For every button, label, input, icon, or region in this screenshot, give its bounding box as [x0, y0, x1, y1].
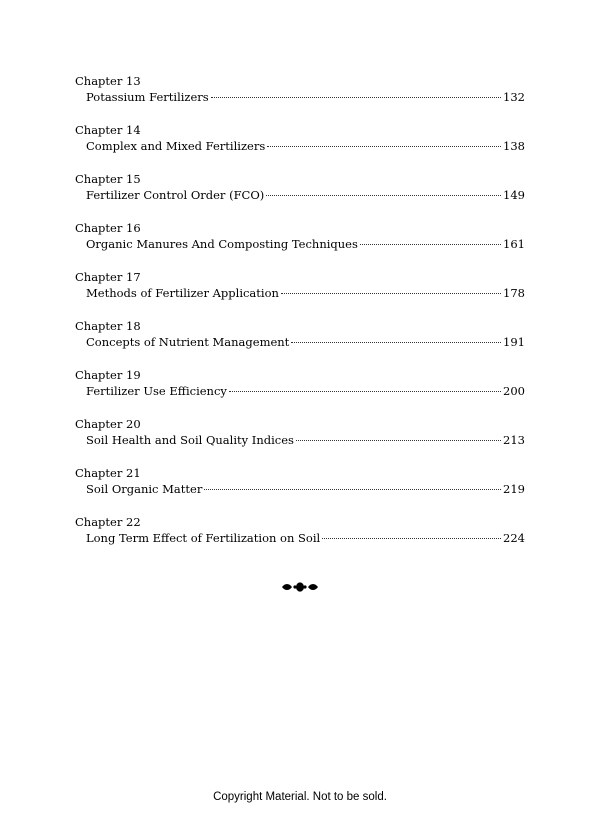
- chapter-title[interactable]: Long Term Effect of Fertilization on Soil: [86, 531, 321, 545]
- toc-entry[interactable]: [75, 73, 525, 122]
- toc-entry[interactable]: [75, 171, 525, 220]
- chapter-title[interactable]: Concepts of Nutrient Management: [86, 335, 290, 349]
- dot-leader: [211, 97, 501, 98]
- chapter-label: Chapter 20: [75, 417, 141, 431]
- page-number: 132: [503, 90, 525, 104]
- toc-line[interactable]: [75, 432, 525, 448]
- toc-line[interactable]: [75, 481, 525, 497]
- chapter-title[interactable]: Methods of Fertilizer Application: [86, 286, 279, 300]
- page-number: 213: [503, 433, 525, 447]
- page-number: 178: [503, 286, 525, 300]
- table-of-contents: [75, 73, 525, 563]
- dot-leader: [267, 146, 501, 147]
- chapter-label: Chapter 21: [75, 466, 141, 480]
- toc-entry[interactable]: [75, 514, 525, 563]
- chapter-label: Chapter 19: [75, 368, 141, 382]
- toc-entry[interactable]: [75, 367, 525, 416]
- chapter-title[interactable]: Potassium Fertilizers: [86, 90, 209, 104]
- toc-line[interactable]: [75, 285, 525, 301]
- toc-entry[interactable]: [75, 122, 525, 171]
- dot-leader: [322, 538, 501, 539]
- toc-line[interactable]: [75, 138, 525, 154]
- toc-line[interactable]: [75, 89, 525, 105]
- toc-entry[interactable]: [75, 269, 525, 318]
- page-number: 219: [503, 482, 525, 496]
- toc-entry[interactable]: [75, 220, 525, 269]
- toc-entry[interactable]: [75, 465, 525, 514]
- dot-leader: [229, 391, 501, 392]
- chapter-title[interactable]: Fertilizer Use Efficiency: [86, 384, 227, 398]
- page-number: 138: [503, 139, 525, 153]
- page-number: 200: [503, 384, 525, 398]
- toc-entry[interactable]: [75, 318, 525, 367]
- page-number: 224: [503, 531, 525, 545]
- toc-line[interactable]: [75, 530, 525, 546]
- dot-leader: [204, 489, 501, 490]
- copyright-footer: Copyright Material. Not to be sold.: [213, 791, 387, 803]
- chapter-title[interactable]: Soil Organic Matter: [86, 482, 203, 496]
- dot-leader: [266, 195, 501, 196]
- chapter-title[interactable]: Complex and Mixed Fertilizers: [86, 139, 266, 153]
- dot-leader: [296, 440, 501, 441]
- dot-leader: [281, 293, 501, 294]
- fleuron-divider-icon: [280, 580, 320, 594]
- page-number: 161: [503, 237, 525, 251]
- page-number: 191: [503, 335, 525, 349]
- toc-line[interactable]: [75, 383, 525, 399]
- toc-entry[interactable]: [75, 416, 525, 465]
- toc-line[interactable]: [75, 236, 525, 252]
- chapter-label: Chapter 13: [75, 74, 141, 88]
- page-number: 149: [503, 188, 525, 202]
- toc-line[interactable]: [75, 334, 525, 350]
- chapter-title[interactable]: Fertilizer Control Order (FCO): [86, 188, 265, 202]
- chapter-title[interactable]: Soil Health and Soil Quality Indices: [86, 433, 294, 447]
- dot-leader: [291, 342, 501, 343]
- chapter-title[interactable]: Organic Manures And Composting Techniques: [86, 237, 358, 251]
- toc-line[interactable]: [75, 187, 525, 203]
- chapter-label: Chapter 16: [75, 221, 141, 235]
- chapter-label: Chapter 15: [75, 172, 141, 186]
- chapter-label: Chapter 18: [75, 319, 141, 333]
- chapter-label: Chapter 22: [75, 515, 141, 529]
- chapter-label: Chapter 17: [75, 270, 141, 284]
- dot-leader: [360, 244, 501, 245]
- chapter-label: Chapter 14: [75, 123, 141, 137]
